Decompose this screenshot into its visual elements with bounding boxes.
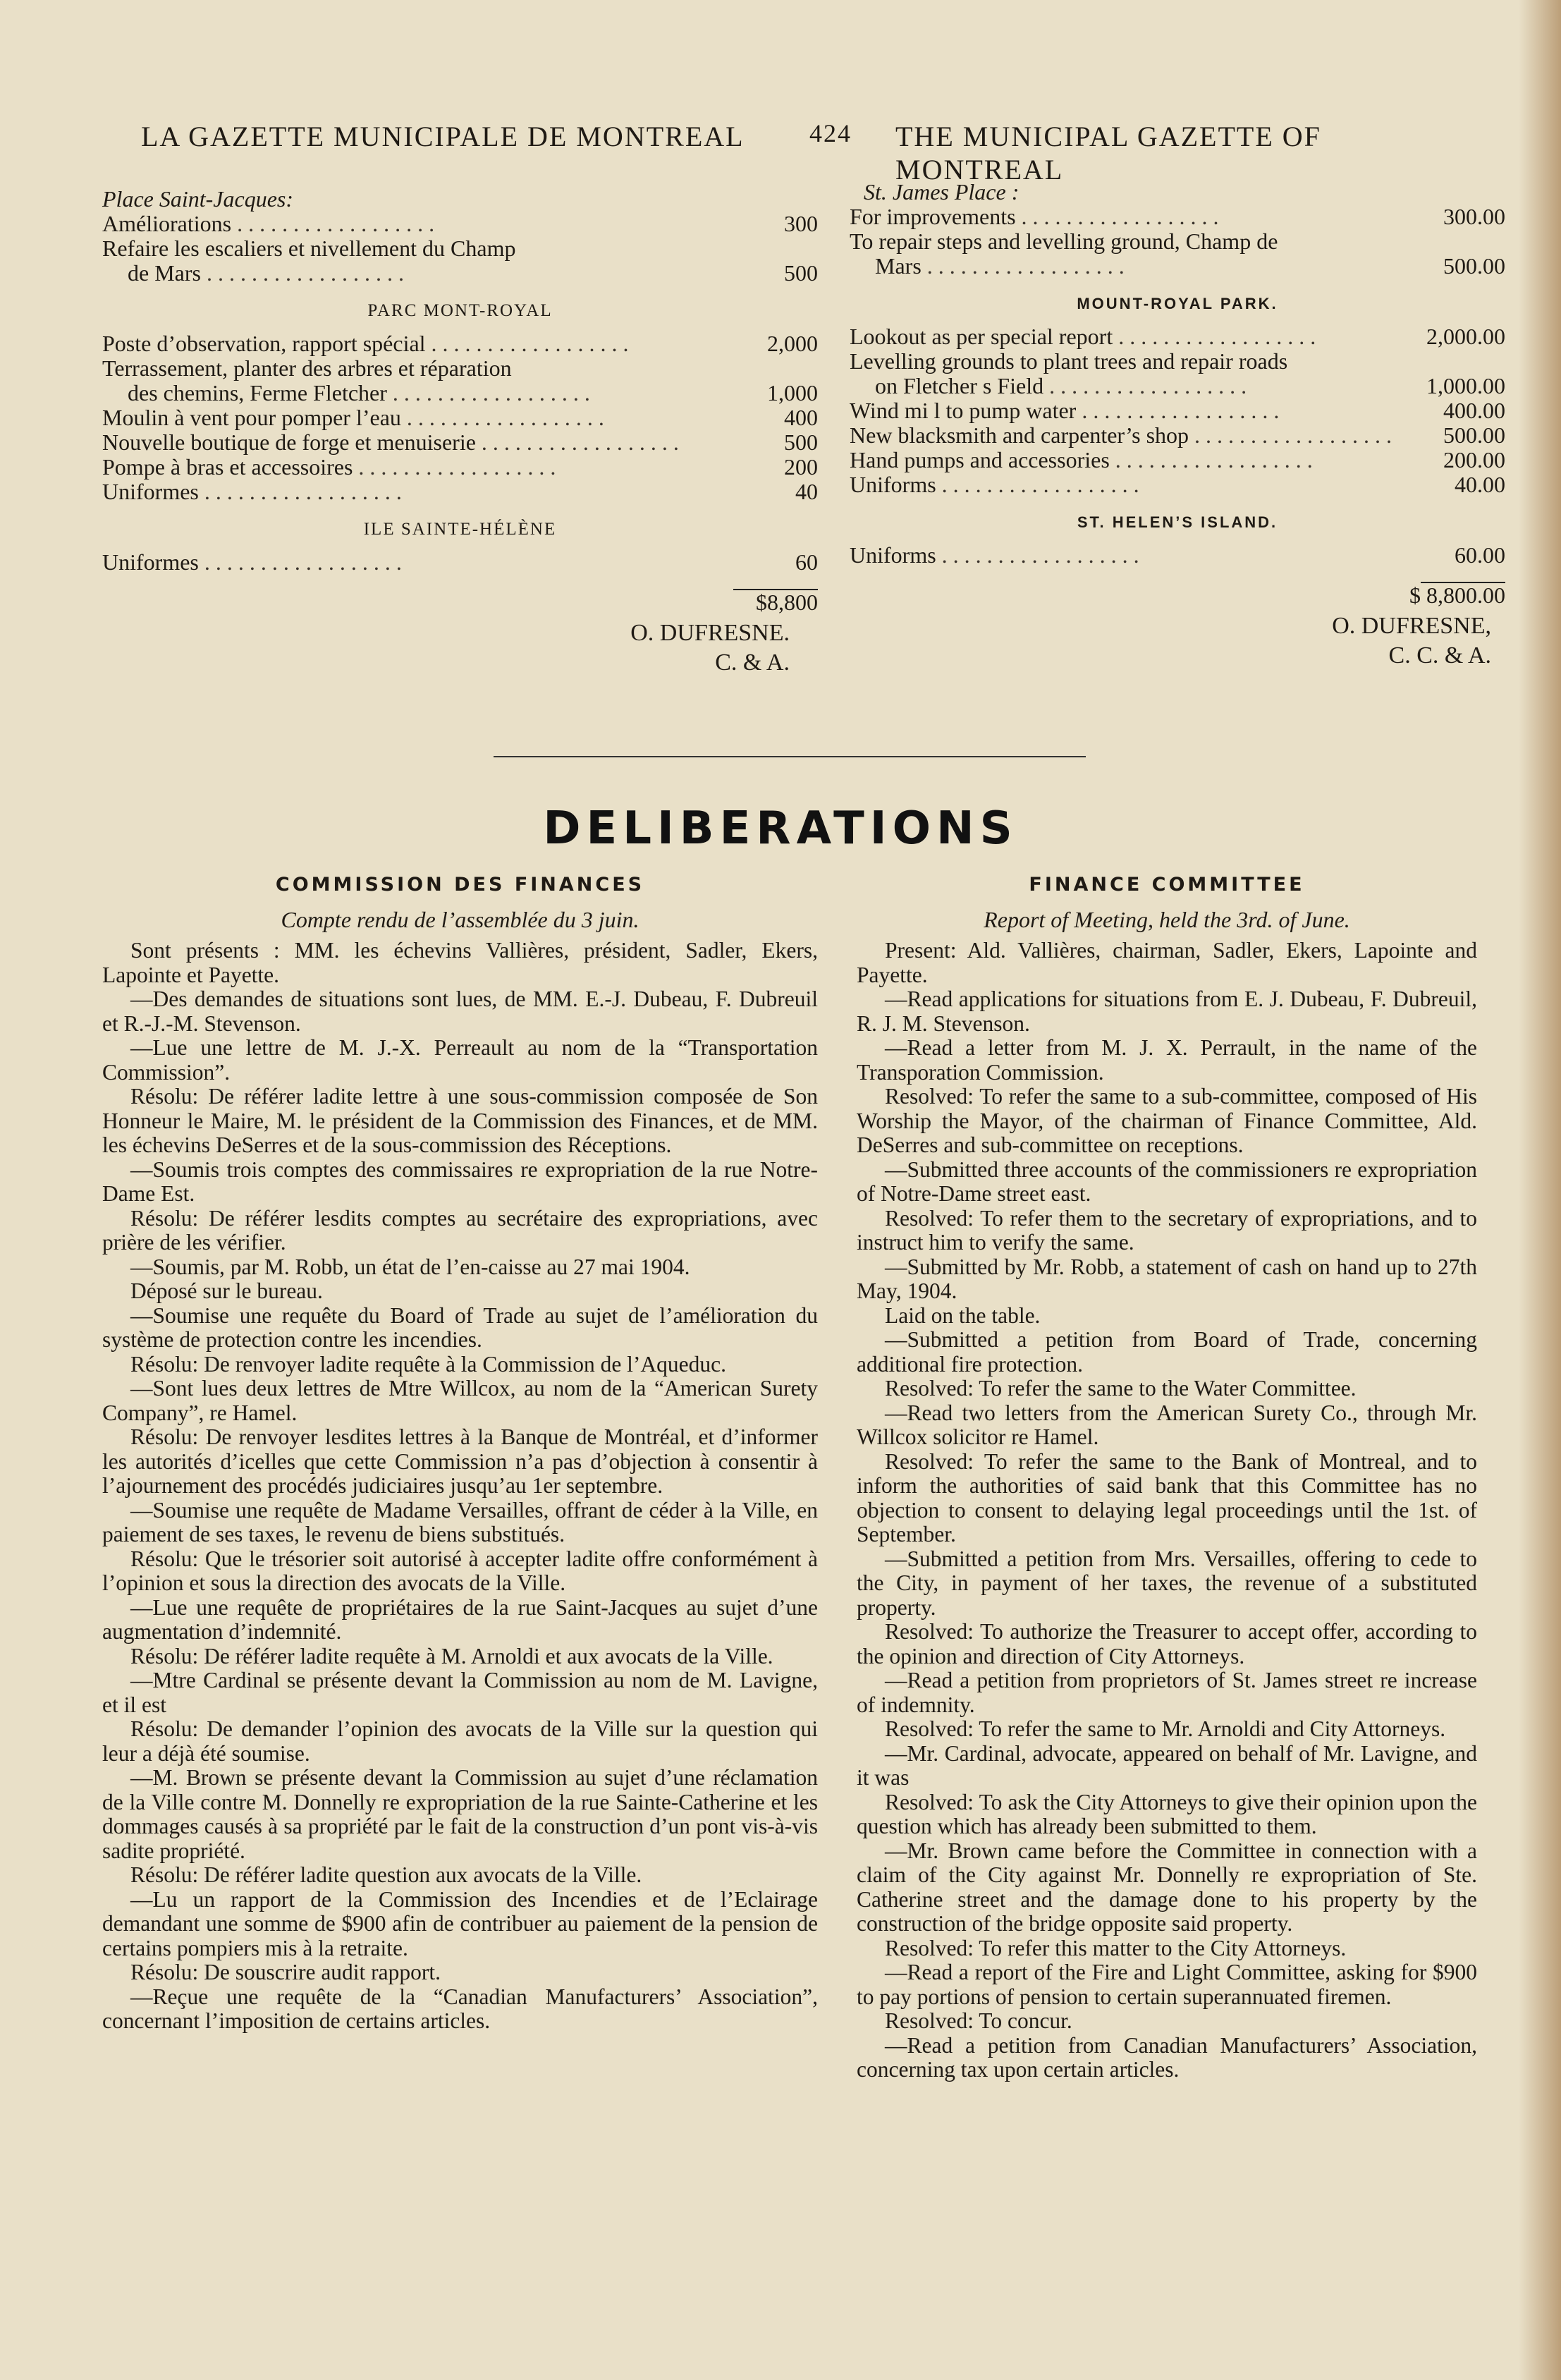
budget-line-item bbox=[850, 205, 1505, 229]
minutes-paragraph: —Submitted a petition from Board of Trade, concerning additional fire protection. bbox=[857, 1327, 1477, 1377]
budget-item-amount: 400 bbox=[777, 405, 818, 430]
minutes-paragraph: —Soumis trois comptes des commissaires re expropriation de la rue Notre-Dame Est. bbox=[102, 1157, 818, 1206]
minutes-paragraph: Resolved: To refer this matter to the City Attorneys. bbox=[885, 1935, 1347, 1960]
island-title-en: ST. HELEN’S ISLAND. bbox=[1077, 513, 1278, 531]
budget-item-label: Améliorations bbox=[102, 212, 232, 236]
minutes-paragraph: Résolu: De référer ladite lettre à une sous-commission composée de Son Honneur le Maire, M. le président de la Commission des Finances, et de MM. les échevins DeSerres et de la sous-commission des Réceptions. bbox=[102, 1084, 818, 1157]
place-title-fr: Place Saint-Jacques: bbox=[102, 186, 293, 212]
budget-line-item bbox=[102, 405, 818, 430]
minutes-paragraph: —Reçue une requête de la “Canadian Manufacturers’ Association”, concernant l’imposition de certains articles. bbox=[102, 1984, 818, 2033]
minutes-paragraph: —Lu un rapport de la Commission des Incendies et de l’Eclairage demandant une somme de $900 afin de contribuer au paiement de la pension de certains pompiers mis à la retraite. bbox=[102, 1886, 818, 1960]
budget-item-label: Levelling grounds to plant trees and repair roads bbox=[850, 349, 1288, 374]
english-minutes-column bbox=[857, 873, 1477, 2082]
page-edge-shadow bbox=[1519, 0, 1561, 2380]
budget-line-item bbox=[102, 550, 818, 575]
budget-item-label: To repair steps and levelling ground, Champ de bbox=[850, 229, 1278, 254]
minutes-paragraph: —Submitted by Mr. Robb, a statement of cash on hand up to 27th May, 1904. bbox=[857, 1254, 1477, 1303]
dot-leader: . . . . . . . . . . . . . . . . . . bbox=[200, 261, 404, 286]
place-items-fr bbox=[102, 212, 818, 286]
signature-en: O. DUFRESNE, bbox=[1332, 613, 1491, 639]
budget-item-amount: 500.00 bbox=[1436, 423, 1505, 448]
minutes-paragraph: —Read applications for situations from E. J. Dubeau, F. Dubreuil, R. J. M. Stevenson. bbox=[857, 987, 1477, 1036]
budget-line-item bbox=[850, 472, 1505, 497]
page-number: 424 bbox=[809, 119, 852, 147]
dot-leader: . . . . . . . . . . . . . . . . . . bbox=[198, 550, 402, 575]
commission-heading-fr: COMMISSION DES FINANCES bbox=[275, 874, 645, 896]
budget-item-amount: 500.00 bbox=[1436, 254, 1505, 279]
minutes-paragraph: Résolu: De renvoyer lesdites lettres à la Banque de Montréal, et d’informer les autorités d’icelles que cette Commission n’a pas d’objection à consentir à l’ajournement des procédés judiciaires jusqu’au 1er septembre. bbox=[102, 1424, 818, 1498]
dot-leader: . . . . . . . . . . . . . . . . . . bbox=[936, 472, 1139, 497]
minutes-paragraph: —Read a letter from M. J. X. Perrault, in the name of the Transporation Commission. bbox=[857, 1035, 1477, 1085]
budget-item-label: Uniformes bbox=[102, 480, 199, 504]
minutes-paragraph: Résolu: De référer ladite question aux avocats de la Ville. bbox=[130, 1862, 642, 1887]
budget-line-item bbox=[102, 356, 818, 381]
minutes-paragraph: —Read two letters from the American Surety Co., through Mr. Willcox solicitor re Hamel. bbox=[857, 1400, 1477, 1449]
budget-item-label: Nouvelle boutique de forge et menuiserie bbox=[102, 430, 476, 455]
budget-item-amount: 2,000.00 bbox=[1419, 324, 1505, 349]
minutes-paragraph: Resolved: To refer the same to a sub-committee, composed of His Worship the Mayor, of the chairman of Finance Committee, Ald. DeSerres and sub-committee on receptions. bbox=[857, 1084, 1477, 1157]
budget-item-amount: 40.00 bbox=[1447, 472, 1505, 497]
minutes-paragraph: —Sont lues deux lettres de Mtre Willcox, au nom de la “American Surety Company”, re Hamel. bbox=[102, 1376, 818, 1425]
minutes-paragraph: Résolu: De souscrire audit rapport. bbox=[130, 1960, 441, 1984]
signature-fr: O. DUFRESNE. bbox=[630, 620, 790, 646]
budget-line-item bbox=[850, 229, 1505, 254]
minutes-paragraph: Résolu: De référer ladite requête à M. Arnoldi et aux avocats de la Ville. bbox=[130, 1643, 773, 1668]
budget-line-item bbox=[102, 261, 818, 286]
minutes-paragraph: Resolved: To authorize the Treasurer to accept offer, according to the opinion and direction of City Attorneys. bbox=[857, 1619, 1477, 1668]
signature-title-fr: C. & A. bbox=[715, 649, 790, 676]
dot-leader: . . . . . . . . . . . . . . . . . . bbox=[400, 405, 604, 430]
dot-leader: . . . . . . . . . . . . . . . . . . bbox=[231, 212, 435, 236]
park-title-en: MOUNT-ROYAL PARK. bbox=[1077, 295, 1278, 312]
budget-item-amount: 300 bbox=[777, 212, 818, 236]
minutes-paragraph: Laid on the table. bbox=[885, 1302, 1041, 1328]
minutes-paragraph: Resolved: To refer the same to the Water Committee. bbox=[885, 1376, 1357, 1400]
budget-item-label: Uniforms bbox=[850, 472, 936, 497]
dot-leader: . . . . . . . . . . . . . . . . . . bbox=[1076, 398, 1280, 423]
budget-line-item bbox=[850, 398, 1505, 423]
minutes-paragraph: Résolu: De renvoyer ladite requête à la Commission de l’Aqueduc. bbox=[130, 1351, 727, 1377]
minutes-paragraph: —Read a petition from Canadian Manufacturers’ Association, concerning tax upon certain articles. bbox=[857, 2032, 1477, 2082]
budget-item-amount: 40 bbox=[788, 480, 818, 504]
budget-item-label: Poste d’observation, rapport spécial bbox=[102, 331, 426, 356]
minutes-paragraph: —Des demandes de situations sont lues, de MM. E.-J. Dubeau, F. Dubreuil et R.-J.-M. Stevenson. bbox=[102, 987, 818, 1036]
minutes-paragraph: Resolved: To concur. bbox=[885, 2008, 1072, 2033]
minutes-paragraph: —Soumis, par M. Robb, un état de l’en-caisse au 27 mai 1904. bbox=[130, 1254, 690, 1279]
dot-leader: . . . . . . . . . . . . . . . . . . bbox=[1189, 423, 1392, 448]
minutes-paragraph: Present: Ald. Vallières, chairman, Sadler, Ekers, Lapointe and Payette. bbox=[857, 938, 1477, 987]
budget-item-amount: 1,000.00 bbox=[1419, 374, 1505, 398]
budget-line-item bbox=[102, 331, 818, 356]
dot-leader: . . . . . . . . . . . . . . . . . . bbox=[475, 430, 679, 455]
budget-item-amount: 2,000 bbox=[760, 331, 818, 356]
report-subtitle-en: Report of Meeting, held the 3rd. of June. bbox=[984, 906, 1350, 932]
section-divider bbox=[494, 756, 1086, 757]
budget-line-item bbox=[850, 254, 1505, 279]
english-budget-column bbox=[850, 180, 1505, 671]
budget-item-label: Pompe à bras et accessoires bbox=[102, 455, 353, 480]
minutes-paragraph: —Lue une lettre de M. J.-X. Perreault au nom de la “Transportation Commission”. bbox=[102, 1035, 818, 1085]
budget-item-label: Hand pumps and accessories bbox=[850, 448, 1110, 472]
budget-item-label: Wind mi l to pump water bbox=[850, 398, 1077, 423]
french-budget-column bbox=[102, 187, 818, 678]
budget-item-amount: 400.00 bbox=[1436, 398, 1505, 423]
minutes-paragraph: —Read a report of the Fire and Light Committee, asking for $900 to pay portions of pension to certain superannuated firemen. bbox=[857, 1960, 1477, 2009]
place-title-en: St. James Place : bbox=[864, 179, 1020, 205]
budget-line-item bbox=[850, 423, 1505, 448]
budget-line-item bbox=[850, 324, 1505, 349]
island-title-fr: ILE SAINTE-HÉLÈNE bbox=[363, 520, 557, 539]
budget-item-amount: 500 bbox=[777, 430, 818, 455]
budget-item-label: de Mars bbox=[128, 261, 201, 286]
committee-heading-en: FINANCE COMMITTEE bbox=[1029, 874, 1305, 896]
park-items-fr bbox=[102, 331, 818, 504]
budget-item-label: Uniforms bbox=[850, 543, 936, 568]
island-items-fr bbox=[102, 550, 818, 575]
budget-item-label: Uniformes bbox=[102, 550, 199, 575]
minutes-paragraph: Déposé sur le bureau. bbox=[130, 1279, 323, 1303]
minutes-paragraph: —M. Brown se présente devant la Commission au sujet d’une réclamation de la Ville contre M. Donnelly re expropriation de la rue Sainte-Catherine et les dommages causés à sa propriété par le fait de la construction d’un pont vis-à-vis sadite propriété. bbox=[102, 1765, 818, 1863]
dot-leader: . . . . . . . . . . . . . . . . . . bbox=[936, 543, 1139, 568]
minutes-paragraph: —Mr. Cardinal, advocate, appeared on behalf of Mr. Lavigne, and it was bbox=[857, 1740, 1477, 1790]
minutes-paragraph: —Submitted three accounts of the commissioners re expropriation of Notre-Dame street east. bbox=[857, 1157, 1477, 1206]
budget-item-label: Terrassement, planter des arbres et réparation bbox=[102, 356, 512, 381]
island-items-en bbox=[850, 543, 1505, 568]
budget-item-label: Moulin à vent pour pomper l’eau bbox=[102, 405, 401, 430]
budget-item-label: Lookout as per special report bbox=[850, 324, 1113, 349]
minutes-paragraph: Resolved: To refer them to the secretary of expropriations, and to instruct him to verify the same. bbox=[857, 1205, 1477, 1255]
french-minutes-column bbox=[102, 873, 818, 2034]
minutes-paragraph: —Soumise une requête de Madame Versailles, offrant de céder à la Ville, en paiement de ses taxes, le revenu de biens substitués. bbox=[102, 1497, 818, 1546]
minutes-paragraph: Sont présents : MM. les échevins Vallières, président, Sadler, Ekers, Lapointe et Payette. bbox=[102, 938, 818, 987]
budget-line-item bbox=[102, 212, 818, 236]
minutes-paragraphs-en bbox=[857, 939, 1477, 2082]
minutes-paragraph: Résolu: De référer lesdits comptes au secrétaire des expropriations, avec prière de les vérifier. bbox=[102, 1205, 818, 1255]
minutes-paragraph: Resolved: To refer the same to the Bank of Montreal, and to inform the authorities of said bank that this Committee has no objection to consent to delaying legal proceedings until the 1st. of September. bbox=[857, 1448, 1477, 1546]
total-row-en bbox=[850, 583, 1505, 611]
total-row-fr bbox=[102, 590, 818, 618]
dot-leader: . . . . . . . . . . . . . . . . . . bbox=[1015, 205, 1219, 229]
minutes-paragraph: Résolu: Que le trésorier soit autorisé à accepter ladite offre conformément à l’opinion et sous la direction des avocats de la Ville. bbox=[102, 1546, 818, 1595]
budget-item-label: New blacksmith and carpenter’s shop bbox=[850, 423, 1189, 448]
budget-line-item bbox=[102, 381, 818, 405]
minutes-paragraph: Resolved: To ask the City Attorneys to give their opinion upon the question which has already been submitted to them. bbox=[857, 1789, 1477, 1838]
dot-leader: . . . . . . . . . . . . . . . . . . bbox=[1109, 448, 1313, 472]
budget-line-item bbox=[850, 374, 1505, 398]
budget-item-label: For improvements bbox=[850, 205, 1016, 229]
budget-item-amount: 200.00 bbox=[1436, 448, 1505, 472]
deliberations-title: DELIBERATIONS bbox=[543, 803, 1018, 855]
minutes-paragraph: —Mr. Brown came before the Committee in connection with a claim of the City against Mr. Donnelly re expropriation of Ste. Catherine street and the damage done to his property by the construction of the bridge opposite said property. bbox=[857, 1838, 1477, 1936]
minutes-paragraph: Resolved: To refer the same to Mr. Arnoldi and City Attorneys. bbox=[885, 1716, 1446, 1741]
dot-leader: . . . . . . . . . . . . . . . . . . bbox=[425, 331, 629, 356]
budget-item-label: Mars bbox=[875, 254, 922, 279]
budget-item-label: des chemins, Ferme Fletcher bbox=[128, 381, 387, 405]
minutes-paragraph: —Submitted a petition from Mrs. Versailles, offering to cede to the City, in payment of her taxes, the revenue of a substituted property. bbox=[857, 1546, 1477, 1620]
budget-line-item bbox=[102, 430, 818, 455]
budget-item-label: on Fletcher s Field bbox=[875, 374, 1044, 398]
dot-leader: . . . . . . . . . . . . . . . . . . bbox=[386, 381, 590, 405]
budget-item-amount: 300.00 bbox=[1436, 205, 1505, 229]
minutes-paragraph: —Soumise une requête du Board of Trade au sujet de l’amélioration du système de protection contre les incendies. bbox=[102, 1302, 818, 1352]
budget-line-item bbox=[102, 236, 818, 261]
budget-line-item bbox=[850, 448, 1505, 472]
minutes-paragraph: Résolu: De demander l’opinion des avocats de la Ville sur la question qui leur a déjà été soumise. bbox=[102, 1716, 818, 1766]
park-items-en bbox=[850, 324, 1505, 497]
budget-line-item bbox=[850, 543, 1505, 568]
total-amount-fr: $8,800 bbox=[756, 590, 818, 615]
budget-item-amount: 500 bbox=[777, 261, 818, 286]
dot-leader: . . . . . . . . . . . . . . . . . . bbox=[921, 254, 1125, 279]
budget-item-amount: 1,000 bbox=[760, 381, 818, 405]
signature-title-en: C. C. & A. bbox=[1388, 642, 1491, 669]
place-items-en bbox=[850, 205, 1505, 279]
budget-item-amount: 200 bbox=[777, 455, 818, 480]
page-header bbox=[134, 119, 1488, 185]
budget-line-item bbox=[102, 480, 818, 504]
budget-item-label: Refaire les escaliers et nivellement du Champ bbox=[102, 236, 516, 261]
park-title-fr: PARC MONT-ROYAL bbox=[367, 301, 553, 320]
total-amount-en: $ 8,800.00 bbox=[1409, 582, 1505, 608]
budget-line-item bbox=[850, 349, 1505, 374]
minutes-paragraph: —Lue une requête de propriétaires de la rue Saint-Jacques au sujet d’une augmentation d’indemnité. bbox=[102, 1594, 818, 1644]
budget-item-amount: 60.00 bbox=[1447, 543, 1505, 568]
dot-leader: . . . . . . . . . . . . . . . . . . bbox=[198, 480, 402, 504]
minutes-paragraphs-fr bbox=[102, 939, 818, 2034]
header-english-title: THE MUNICIPAL GAZETTE OF MONTREAL bbox=[895, 121, 1321, 185]
header-french-title: LA GAZETTE MUNICIPALE DE MONTREAL bbox=[141, 121, 745, 152]
dot-leader: . . . . . . . . . . . . . . . . . . bbox=[353, 455, 556, 480]
minutes-paragraph: —Read a petition from proprietors of St. James street re increase of indemnity. bbox=[857, 1668, 1477, 1717]
report-subtitle-fr: Compte rendu de l’assemblée du 3 juin. bbox=[281, 906, 639, 932]
budget-item-amount: 60 bbox=[788, 550, 818, 575]
budget-line-item bbox=[102, 455, 818, 480]
minutes-paragraph: —Mtre Cardinal se présente devant la Commission au nom de M. Lavigne, et il est bbox=[102, 1668, 818, 1717]
dot-leader: . . . . . . . . . . . . . . . . . . bbox=[1043, 374, 1247, 398]
dot-leader: . . . . . . . . . . . . . . . . . . bbox=[1113, 324, 1316, 349]
